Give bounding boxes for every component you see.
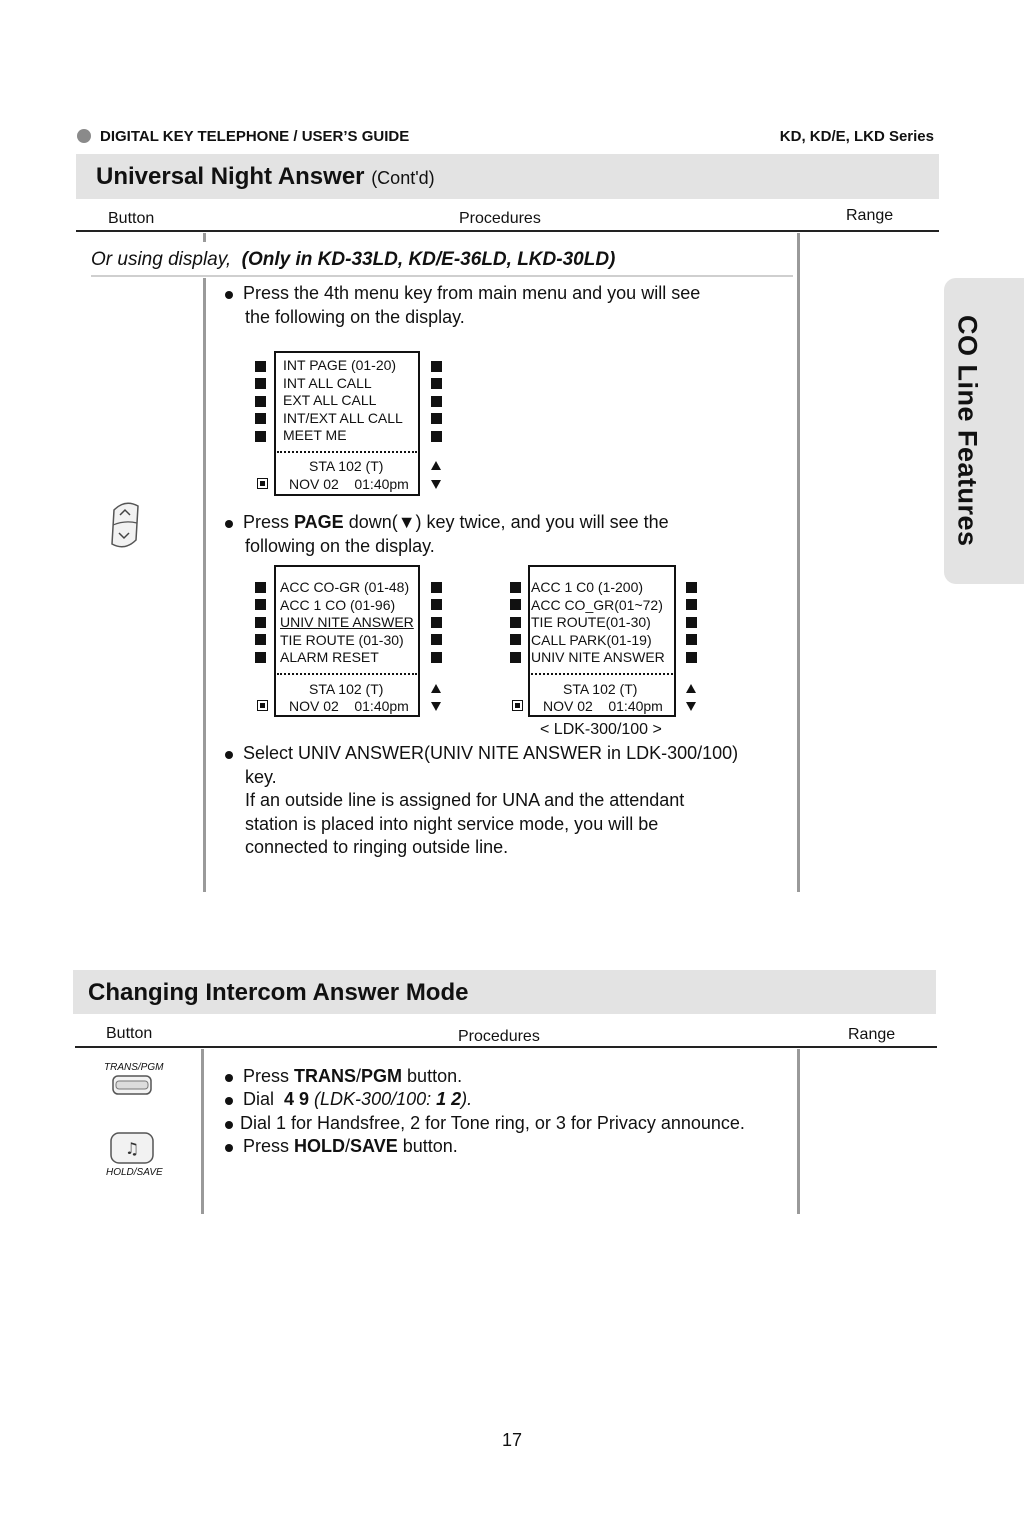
soft-key-icon <box>510 652 521 663</box>
bullet-icon <box>225 520 233 528</box>
table-header-rule <box>75 1046 937 1048</box>
scroll-down-icon <box>431 480 441 489</box>
scroll-down-icon <box>431 702 441 711</box>
soft-key-icon <box>431 582 442 593</box>
soft-key-icon <box>255 431 266 442</box>
soft-key-icon <box>510 582 521 593</box>
scroll-up-icon <box>686 684 696 693</box>
col-range-header: Range <box>846 207 894 224</box>
header-guide-title: DIGITAL KEY TELEPHONE / USER’S GUIDE <box>100 128 410 145</box>
soft-key-icon <box>255 617 266 628</box>
hold-save-label: HOLD/SAVE <box>106 1167 163 1178</box>
page-number: 17 <box>501 1430 523 1450</box>
column-divider <box>797 1049 800 1214</box>
trans-pgm-button-icon <box>112 1075 154 1097</box>
menu-key-icon <box>512 700 523 711</box>
trans-pgm-label: TRANS/PGM <box>104 1062 164 1073</box>
soft-key-icon <box>686 582 697 593</box>
soft-key-icon <box>255 582 266 593</box>
bullet-trans-pgm: Press TRANS/PGM button. <box>243 1065 462 1089</box>
soft-key-icon <box>255 413 266 424</box>
bullet-icon <box>225 1074 233 1082</box>
soft-key-icon <box>431 599 442 610</box>
soft-key-icon <box>686 617 697 628</box>
soft-key-icon <box>686 634 697 645</box>
col-button-header: Button <box>106 1025 153 1042</box>
lcd-caption: < LDK-300/100 > <box>540 721 662 738</box>
lcd-display-page2: ACC CO-GR (01-48) ACC 1 CO (01-96) UNIV NITE ANSWER TIE ROUTE (01-30) ALARM RESET STA 102 (T) NOV 02 01:40pm <box>274 565 420 717</box>
header-series: KD, KD/E, LKD Series <box>779 128 934 145</box>
bullet-select-key: Select UNIV ANSWER(UNIV NITE ANSWER in LDK-300/100) key. If an outside line is assigned for UNA and the attendant station is placed into night service mode, you will be connected to ringing outside line. <box>243 742 738 860</box>
bullet-icon <box>225 1144 233 1152</box>
soft-key-icon <box>431 361 442 372</box>
bullet-page-key: Press PAGE down(▼) key twice, and you will see the following on the display. <box>243 511 669 558</box>
soft-key-icon <box>510 634 521 645</box>
section-title: Universal Night Answer (Cont'd) <box>96 163 435 190</box>
display-note: Or using display, (Only in KD-33LD, KD/E-36LD, LKD-30LD) <box>91 249 616 270</box>
soft-key-icon <box>431 617 442 628</box>
side-tab-label: CO Line Features <box>952 315 983 547</box>
soft-key-icon <box>255 634 266 645</box>
svg-text:♫: ♫ <box>124 1139 140 1158</box>
lcd-display-menu: INT PAGE (01-20) INT ALL CALL EXT ALL CALL INT/EXT ALL CALL MEET ME STA 102 (T) NOV 02 01:40pm <box>274 351 420 496</box>
scroll-down-icon <box>686 702 696 711</box>
soft-key-icon <box>255 599 266 610</box>
bullet-icon <box>225 1121 233 1129</box>
hold-save-button-icon <box>110 1132 154 1166</box>
col-procedures-header: Procedures <box>459 210 541 227</box>
col-button-header: Button <box>108 210 155 227</box>
menu-key-icon <box>257 700 268 711</box>
soft-key-icon <box>255 361 266 372</box>
col-range-header: Range <box>848 1026 896 1043</box>
soft-key-icon <box>686 652 697 663</box>
bullet-dial-code: Dial 4 9 (LDK-300/100: 1 2). <box>243 1088 472 1112</box>
soft-key-icon <box>255 378 266 389</box>
soft-key-icon <box>431 431 442 442</box>
scroll-up-icon <box>431 684 441 693</box>
soft-key-icon <box>431 378 442 389</box>
menu-key-icon <box>257 478 268 489</box>
soft-key-icon <box>510 617 521 628</box>
soft-key-icon <box>255 652 266 663</box>
bullet-icon <box>225 1097 233 1105</box>
column-divider <box>797 233 800 892</box>
lcd-display-ldk300: ACC 1 C0 (1-200) ACC CO_GR(01~72) TIE ROUTE(01-30) CALL PARK(01-19) UNIV NITE ANSWER STA 102 (T) NOV 02 01:40pm <box>528 565 676 717</box>
table-header-rule <box>76 230 939 232</box>
column-divider <box>203 233 206 242</box>
section2-title: Changing Intercom Answer Mode <box>88 979 469 1006</box>
bullet-menu-key: Press the 4th menu key from main menu and you will see the following on the display. <box>243 282 700 329</box>
soft-key-icon <box>431 634 442 645</box>
page-key-icon <box>108 498 142 552</box>
soft-key-icon <box>431 396 442 407</box>
soft-key-icon <box>431 413 442 424</box>
bullet-hold-save: Press HOLD/SAVE button. <box>243 1135 458 1159</box>
bullet-icon <box>225 291 233 299</box>
bullet-icon <box>225 751 233 759</box>
column-divider <box>203 278 206 892</box>
column-divider <box>201 1049 204 1214</box>
header-bullet-icon <box>77 129 91 143</box>
display-note-rule <box>91 275 793 277</box>
scroll-up-icon <box>431 461 441 470</box>
bullet-dial-mode: Dial 1 for Handsfree, 2 for Tone ring, or 3 for Privacy announce. <box>240 1112 745 1136</box>
soft-key-icon <box>510 599 521 610</box>
soft-key-icon <box>431 652 442 663</box>
col-procedures-header: Procedures <box>458 1028 540 1045</box>
soft-key-icon <box>686 599 697 610</box>
soft-key-icon <box>255 396 266 407</box>
